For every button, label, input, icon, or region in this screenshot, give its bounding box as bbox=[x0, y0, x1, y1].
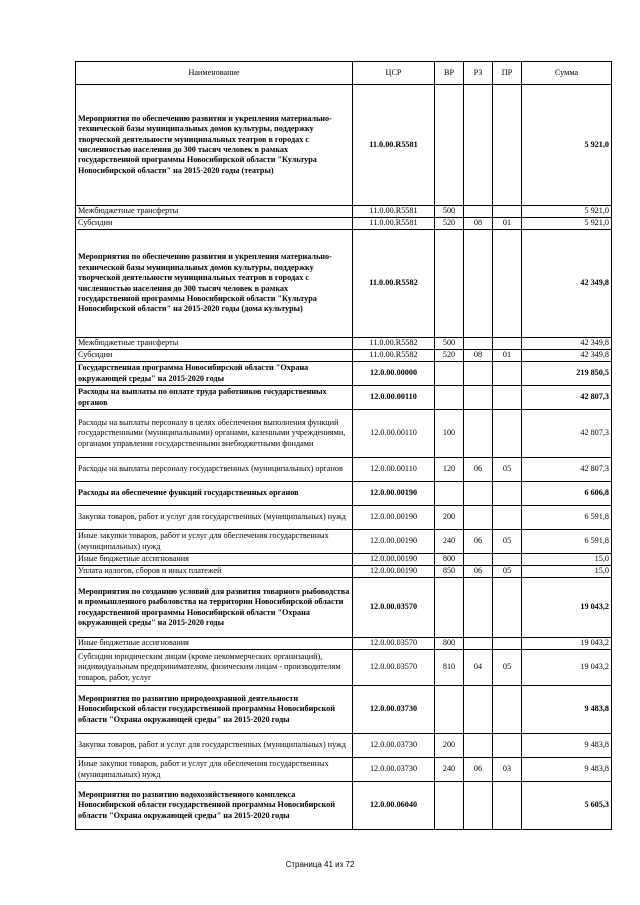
cell-code: 11.0.00.R5582 bbox=[353, 350, 435, 362]
cell-code: 12.0.00.03570 bbox=[353, 578, 435, 638]
cell-sum: 9 483,8 bbox=[522, 758, 612, 782]
table-row bbox=[76, 650, 612, 686]
cell-sum: 5 921,0 bbox=[522, 218, 612, 230]
cell-sum: 6 606,8 bbox=[522, 482, 612, 506]
cell-code: 12.0.00.00190 bbox=[353, 566, 435, 578]
cell-sum: 9 483,8 bbox=[522, 686, 612, 734]
cell-sum: 219 850,5 bbox=[522, 362, 612, 386]
cell-vr: 520 bbox=[435, 218, 464, 230]
cell-vr bbox=[435, 482, 464, 506]
cell-code: 11.0.00.R5581 bbox=[353, 218, 435, 230]
cell-rz bbox=[464, 554, 493, 566]
cell-pr bbox=[493, 338, 522, 350]
cell-rz bbox=[464, 230, 493, 338]
cell-name: Расходы на выплаты по оплате труда работников государственных органов bbox=[76, 386, 353, 410]
cell-pr bbox=[493, 386, 522, 410]
table-row bbox=[76, 350, 612, 362]
cell-code: 11.0.00.R5582 bbox=[353, 338, 435, 350]
cell-name: Субсидии bbox=[76, 218, 353, 230]
cell-vr bbox=[435, 85, 464, 206]
cell-vr: 200 bbox=[435, 734, 464, 758]
header-sum: Сумма bbox=[522, 62, 612, 85]
cell-sum: 42 349,8 bbox=[522, 338, 612, 350]
cell-vr: 100 bbox=[435, 410, 464, 458]
cell-sum: 42 807,3 bbox=[522, 386, 612, 410]
cell-sum: 6 591,8 bbox=[522, 506, 612, 530]
cell-name: Расходы на обеспечение функций государственных органов bbox=[76, 482, 353, 506]
cell-pr bbox=[493, 686, 522, 734]
cell-name: Субсидии юридическим лицам (кроме некоммерческих организаций), индивидуальным предпринимателям, физическим лицам - производителям товаров, работ, услуг bbox=[76, 650, 353, 686]
cell-pr bbox=[493, 734, 522, 758]
table-row bbox=[76, 85, 612, 206]
cell-sum: 19 043,2 bbox=[522, 578, 612, 638]
cell-vr: 240 bbox=[435, 530, 464, 554]
cell-sum: 42 807,3 bbox=[522, 410, 612, 458]
table-row bbox=[76, 506, 612, 530]
table-row bbox=[76, 782, 612, 830]
table-row bbox=[76, 218, 612, 230]
table-row bbox=[76, 758, 612, 782]
cell-name: Иные закупки товаров, работ и услуг для обеспечения государственных (муниципальных) нужд bbox=[76, 758, 353, 782]
cell-code: 12.0.00.00110 bbox=[353, 458, 435, 482]
cell-name: Иные бюджетные ассигнования bbox=[76, 554, 353, 566]
cell-pr: 03 bbox=[493, 758, 522, 782]
cell-code: 12.0.00.00000 bbox=[353, 362, 435, 386]
cell-code: 12.0.00.03730 bbox=[353, 758, 435, 782]
cell-name: Мероприятия по созданию условий для развития товарного рыбоводства и промышленного рыболовства на территории Новосибирской области государственной программы Новосибирской области "Охрана окружающей среды" на 2015-2020 годы bbox=[76, 578, 353, 638]
cell-rz bbox=[464, 782, 493, 830]
cell-name: Иные бюджетные ассигнования bbox=[76, 638, 353, 650]
cell-rz bbox=[464, 686, 493, 734]
page-number: Страница 41 из 72 bbox=[285, 860, 355, 869]
cell-sum: 15,0 bbox=[522, 566, 612, 578]
cell-name: Субсидии bbox=[76, 350, 353, 362]
cell-sum: 15,0 bbox=[522, 554, 612, 566]
cell-rz: 06 bbox=[464, 530, 493, 554]
cell-pr: 01 bbox=[493, 350, 522, 362]
cell-vr bbox=[435, 782, 464, 830]
cell-code: 11.0.00.R5581 bbox=[353, 206, 435, 218]
header-code: ЦСР bbox=[353, 62, 435, 85]
table-row bbox=[76, 386, 612, 410]
cell-pr: 01 bbox=[493, 218, 522, 230]
cell-rz: 04 bbox=[464, 650, 493, 686]
cell-code: 12.0.00.03730 bbox=[353, 734, 435, 758]
cell-name: Мероприятия по развитию природоохранной деятельности Новосибирской области государственной программы Новосибирской области "Охрана окружающей среды" на 2015-2020 годы bbox=[76, 686, 353, 734]
cell-code: 12.0.00.00190 bbox=[353, 554, 435, 566]
cell-sum: 19 043,2 bbox=[522, 638, 612, 650]
cell-code: 12.0.00.00190 bbox=[353, 506, 435, 530]
table-row bbox=[76, 638, 612, 650]
cell-pr: 05 bbox=[493, 530, 522, 554]
cell-sum: 5 605,3 bbox=[522, 782, 612, 830]
cell-name: Государственная программа Новосибирской области "Охрана окружающей среды" на 2015-2020 годы bbox=[76, 362, 353, 386]
cell-vr: 120 bbox=[435, 458, 464, 482]
cell-rz: 08 bbox=[464, 218, 493, 230]
cell-rz bbox=[464, 482, 493, 506]
cell-pr bbox=[493, 506, 522, 530]
table-row bbox=[76, 230, 612, 338]
cell-name: Межбюджетные трансферты bbox=[76, 338, 353, 350]
cell-sum: 6 591,8 bbox=[522, 530, 612, 554]
cell-code: 12.0.00.00190 bbox=[353, 530, 435, 554]
cell-vr bbox=[435, 362, 464, 386]
cell-name: Иные закупки товаров, работ и услуг для обеспечения государственных (муниципальных) нужд bbox=[76, 530, 353, 554]
table-row bbox=[76, 206, 612, 218]
header-vr: ВР bbox=[435, 62, 464, 85]
table-row bbox=[76, 338, 612, 350]
cell-rz bbox=[464, 386, 493, 410]
cell-vr: 500 bbox=[435, 338, 464, 350]
cell-sum: 42 349,8 bbox=[522, 230, 612, 338]
cell-pr bbox=[493, 85, 522, 206]
cell-rz bbox=[464, 578, 493, 638]
cell-pr bbox=[493, 554, 522, 566]
cell-sum: 42 349,8 bbox=[522, 350, 612, 362]
cell-pr bbox=[493, 230, 522, 338]
cell-name: Межбюджетные трансферты bbox=[76, 206, 353, 218]
cell-vr: 800 bbox=[435, 554, 464, 566]
cell-rz bbox=[464, 85, 493, 206]
cell-rz bbox=[464, 734, 493, 758]
cell-pr: 05 bbox=[493, 458, 522, 482]
cell-name: Расходы на выплаты персоналу в целях обеспечения выполнения функций государственными (муниципальными) органами, казенными учреждениями, органами управления государственными внебюджетными фондами bbox=[76, 410, 353, 458]
cell-sum: 5 921,0 bbox=[522, 85, 612, 206]
cell-name: Расходы на выплаты персоналу государственных (муниципальных) органов bbox=[76, 458, 353, 482]
cell-code: 12.0.00.03570 bbox=[353, 650, 435, 686]
cell-code: 12.0.00.00110 bbox=[353, 410, 435, 458]
cell-pr bbox=[493, 482, 522, 506]
cell-code: 12.0.00.03570 bbox=[353, 638, 435, 650]
cell-vr bbox=[435, 578, 464, 638]
cell-vr: 200 bbox=[435, 506, 464, 530]
table-row bbox=[76, 686, 612, 734]
table-row bbox=[76, 566, 612, 578]
cell-rz bbox=[464, 362, 493, 386]
cell-vr bbox=[435, 686, 464, 734]
cell-pr bbox=[493, 578, 522, 638]
cell-vr: 810 bbox=[435, 650, 464, 686]
cell-rz bbox=[464, 638, 493, 650]
cell-code: 12.0.00.00110 bbox=[353, 386, 435, 410]
cell-pr: 05 bbox=[493, 566, 522, 578]
cell-pr bbox=[493, 782, 522, 830]
table-row bbox=[76, 734, 612, 758]
cell-name: Мероприятия по обеспечению развития и укрепления материально-технической базы муниципальных домов культуры, поддержку творческой деятельности муниципальных театров в городах с численностью населения до 300 тысяч человек в рамках государственной программы Новосибирской области "Культура Новосибирской области" на 2015-2020 годы (дома культуры) bbox=[76, 230, 353, 338]
table-row bbox=[76, 458, 612, 482]
cell-vr: 240 bbox=[435, 758, 464, 782]
cell-rz bbox=[464, 338, 493, 350]
cell-code: 11.0.00.R5581 bbox=[353, 85, 435, 206]
cell-sum: 9 483,8 bbox=[522, 734, 612, 758]
cell-vr: 520 bbox=[435, 350, 464, 362]
cell-rz: 06 bbox=[464, 566, 493, 578]
cell-pr bbox=[493, 410, 522, 458]
cell-name: Мероприятия по развитию водохозяйственного комплекса Новосибирской области государственной программы Новосибирской области "Охрана окружающей среды" на 2015-2020 годы bbox=[76, 782, 353, 830]
cell-name: Уплата налогов, сборов и иных платежей bbox=[76, 566, 353, 578]
cell-pr bbox=[493, 638, 522, 650]
cell-rz: 06 bbox=[464, 458, 493, 482]
cell-rz: 06 bbox=[464, 758, 493, 782]
cell-vr: 850 bbox=[435, 566, 464, 578]
cell-sum: 19 043,2 bbox=[522, 650, 612, 686]
cell-rz bbox=[464, 206, 493, 218]
cell-name: Закупка товаров, работ и услуг для государственных (муниципальных) нужд bbox=[76, 506, 353, 530]
cell-code: 12.0.00.06040 bbox=[353, 782, 435, 830]
cell-name: Закупка товаров, работ и услуг для государственных (муниципальных) нужд bbox=[76, 734, 353, 758]
cell-pr bbox=[493, 362, 522, 386]
cell-rz bbox=[464, 506, 493, 530]
table-row bbox=[76, 554, 612, 566]
cell-pr: 05 bbox=[493, 650, 522, 686]
cell-rz: 08 bbox=[464, 350, 493, 362]
table-row bbox=[76, 530, 612, 554]
cell-name: Мероприятия по обеспечению развития и укрепления материально-технической базы муниципальных домов культуры, поддержку творческой деятельности муниципальных театров в городах с численностью населения до 300 тысяч человек в рамках государственной программы Новосибирской области "Культура Новосибирской области" на 2015-2020 годы (театры) bbox=[76, 85, 353, 206]
header-name: Наименование bbox=[76, 62, 353, 85]
cell-vr: 500 bbox=[435, 206, 464, 218]
cell-vr bbox=[435, 230, 464, 338]
cell-code: 12.0.00.03730 bbox=[353, 686, 435, 734]
cell-rz bbox=[464, 410, 493, 458]
table-row bbox=[76, 362, 612, 386]
header-rz: РЗ bbox=[464, 62, 493, 85]
table-body bbox=[76, 85, 612, 830]
cell-code: 12.0.00.00190 bbox=[353, 482, 435, 506]
budget-table bbox=[75, 61, 612, 830]
header-pr: ПР bbox=[493, 62, 522, 85]
table-row bbox=[76, 482, 612, 506]
table-row bbox=[76, 410, 612, 458]
cell-sum: 42 807,3 bbox=[522, 458, 612, 482]
table-row bbox=[76, 578, 612, 638]
cell-vr: 800 bbox=[435, 638, 464, 650]
cell-code: 11.0.00.R5582 bbox=[353, 230, 435, 338]
cell-sum: 5 921,0 bbox=[522, 206, 612, 218]
cell-pr bbox=[493, 206, 522, 218]
cell-vr bbox=[435, 386, 464, 410]
table-header-row bbox=[76, 62, 612, 85]
